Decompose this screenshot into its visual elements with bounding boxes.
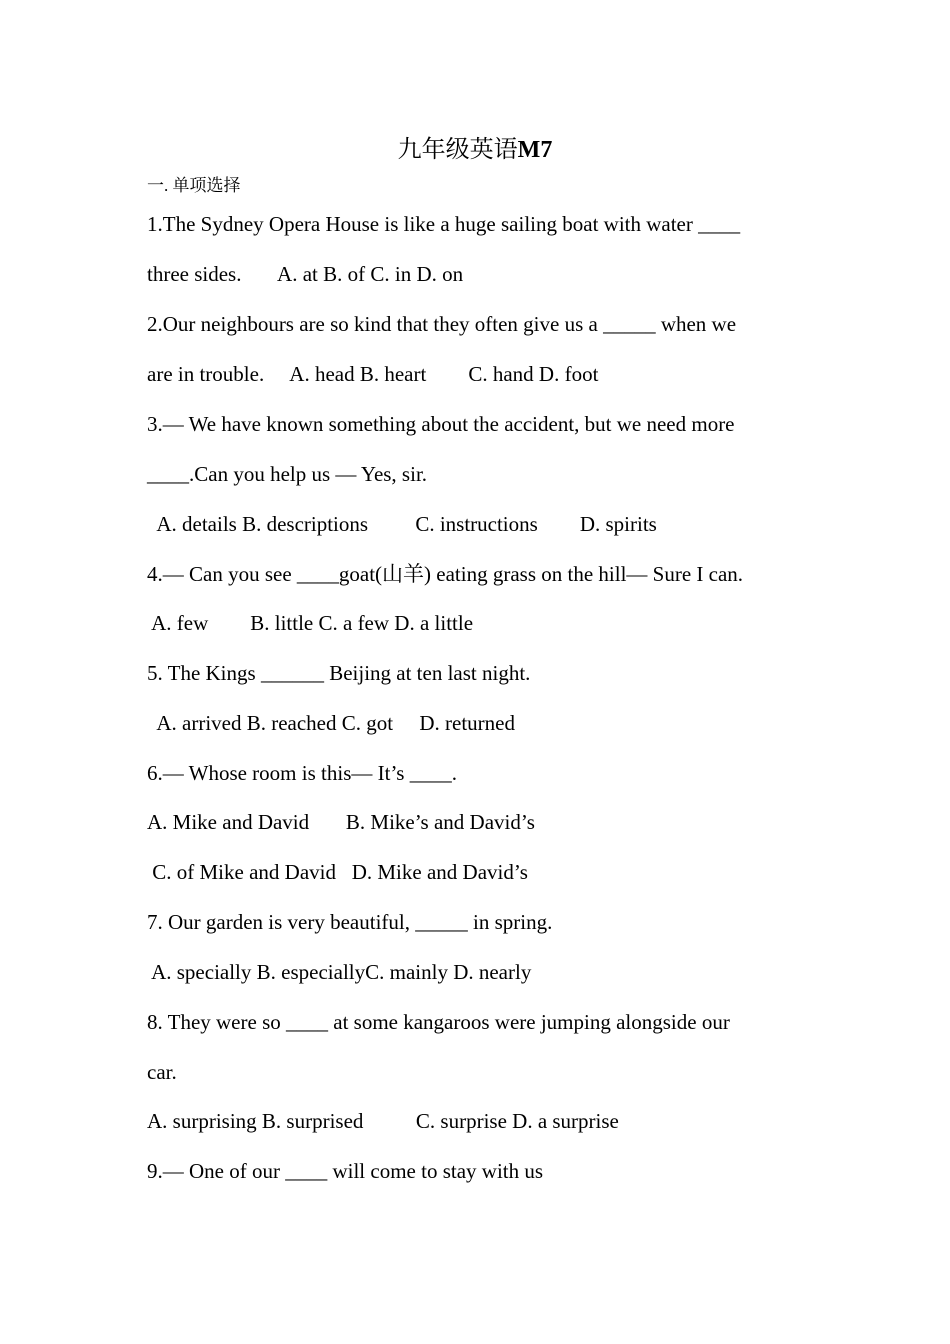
- text-line: 2.Our neighbours are so kind that they often give us a _____ when we: [147, 312, 737, 336]
- text-line: ____.Can you help us — Yes, sir.: [147, 462, 428, 486]
- text-line: 9.— One of our ____ will come to stay with us: [147, 1159, 544, 1183]
- text-line: 7. Our garden is very beautiful, _____ in spring.: [147, 910, 553, 934]
- text-line: A. Mike and David B. Mike’s and David’s: [147, 810, 535, 834]
- text-line: 4.— Can you see ____goat(山羊) eating grass on the hill— Sure I can.: [147, 562, 744, 586]
- title-main: 九年级英语: [397, 137, 518, 163]
- text-line: A. arrived B. reached C. got D. returned: [147, 711, 515, 735]
- text-line: are in trouble. A. head B. heart C. hand D. foot: [147, 362, 599, 386]
- text-line: 6.— Whose room is this— It’s ____.: [147, 761, 457, 785]
- section-heading: 一. 单项选择: [147, 176, 241, 195]
- text-line: C. of Mike and David D. Mike and David’s: [147, 860, 528, 884]
- page-title: [0, 134, 950, 166]
- text-line: A. few B. little C. a few D. a little: [147, 611, 474, 635]
- text-line: 1.The Sydney Opera House is like a huge sailing boat with water ____: [147, 212, 741, 236]
- text-line: 5. The Kings ______ Beijing at ten last night.: [147, 661, 531, 685]
- title-module: M7: [517, 137, 553, 163]
- text-line: A. surprising B. surprised C. surprise D. a surprise: [147, 1109, 619, 1133]
- text-line: 8. They were so ____ at some kangaroos were jumping alongside our: [147, 1010, 730, 1034]
- text-line: three sides. A. at B. of C. in D. on: [147, 262, 464, 286]
- text-line: 3.— We have known something about the accident, but we need more: [147, 412, 735, 436]
- text-line: A. details B. descriptions C. instructions D. spirits: [147, 512, 657, 536]
- text-line: car.: [147, 1060, 177, 1084]
- text-line: A. specially B. especiallyC. mainly D. nearly: [147, 960, 532, 984]
